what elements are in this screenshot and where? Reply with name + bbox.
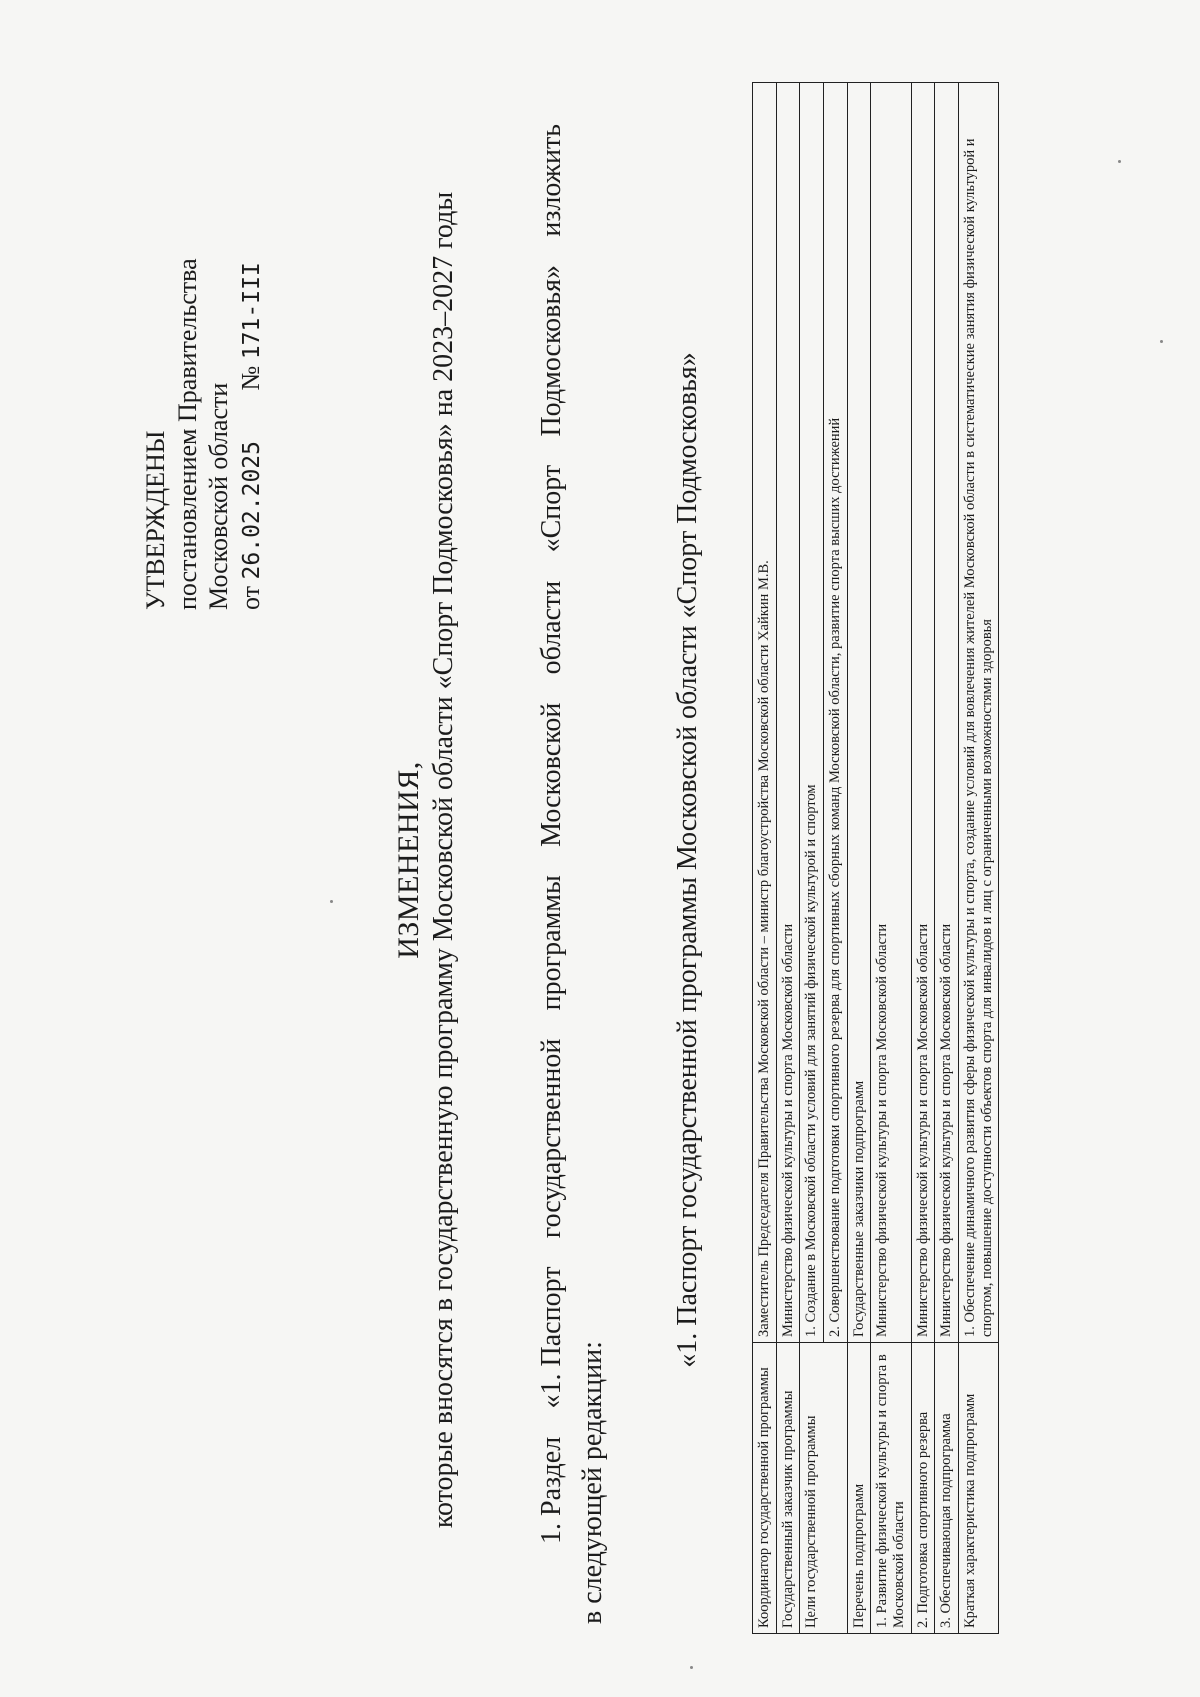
- paragraph-word: Московской: [536, 702, 567, 847]
- row-value: 2. Совершенствование подготовки спортивного резерва для спортивных сборных команд Московской области, развитие спорта высших достижений: [824, 83, 848, 1343]
- paragraph-word: «1. Паспорт: [536, 1266, 567, 1409]
- row-value: Заместитель Председателя Правительства Московской области – министр благоустройства Московской области Хайкин М.В.: [753, 83, 777, 1343]
- document-title: [392, 60, 460, 1660]
- row-value: Министерство физической культуры и спорта Московской области: [935, 83, 959, 1343]
- title-main: ИЗМЕНЕНИЯ,: [392, 761, 425, 959]
- row-value: 1. Обеспечение динамичного развития сферы физической культуры и спорта, создание условий для вовлечения жителей Московской области в систематические занятия физической культурой и спортом, повышение доступности объектов спорта для инвалидов и лиц с ограниченными возможностями здоровья: [959, 83, 999, 1343]
- table-row: [871, 83, 911, 1634]
- scan-speck: [690, 1666, 693, 1669]
- number-prefix: №: [236, 365, 266, 391]
- paragraph-line-1: [532, 124, 573, 1624]
- table-row: [911, 83, 935, 1634]
- row-value: 1. Создание в Московской области условий для занятий физической культурой и спортом: [800, 83, 824, 1343]
- approval-heading: УТВЕРЖДЕНЫ: [141, 430, 170, 610]
- paragraph-line-2: в следующей редакции:: [576, 1341, 608, 1624]
- row-value: Государственные заказчики подпрограмм: [847, 83, 871, 1343]
- approval-date: 26.02.2025: [239, 440, 266, 580]
- approval-line-2: постановлением Правительства: [172, 258, 202, 610]
- paragraph-word: 1. Раздел: [536, 1436, 567, 1544]
- approval-stamp: [140, 258, 267, 610]
- table-row: [847, 83, 871, 1634]
- date-prefix: от: [236, 585, 266, 610]
- paragraph-word: Подмосковья»: [536, 264, 567, 437]
- approval-date-line: [235, 258, 267, 610]
- scan-speck: [1118, 160, 1121, 163]
- row-label: 2. Подготовка спортивного резерва: [911, 1343, 935, 1634]
- table-row: [753, 83, 777, 1634]
- table-row: [800, 83, 824, 1634]
- intro-paragraph: [532, 124, 613, 1624]
- row-value: Министерство физической культуры и спорта Московской области: [871, 83, 911, 1343]
- table-row: [776, 83, 800, 1634]
- paragraph-word: государственной: [536, 1038, 567, 1239]
- approval-line-3: Московской области: [204, 382, 234, 610]
- row-label: Координатор государственной программы: [753, 1343, 777, 1634]
- row-value: Министерство физической культуры и спорта Московской области: [776, 83, 800, 1343]
- row-label: Цели государственной программы: [800, 1343, 847, 1634]
- table-row: [935, 83, 959, 1634]
- title-sub: которые вносятся в государственную программу Московской области «Спорт Подмосковья» на 2023–2027 годы: [428, 191, 459, 1529]
- approval-number: 171-III: [239, 262, 266, 360]
- paragraph-word: области: [536, 580, 567, 675]
- row-label: 3. Обеспечивающая подпрограмма: [935, 1343, 959, 1634]
- paragraph-word: изложить: [536, 124, 567, 237]
- passport-title: «1. Паспорт государственной программы Московской области «Спорт Подмосковья»: [672, 352, 703, 1368]
- table-row: [959, 83, 999, 1634]
- row-value: Министерство физической культуры и спорта Московской области: [911, 83, 935, 1343]
- scan-speck: [1160, 340, 1163, 343]
- passport-table: [752, 82, 999, 1634]
- paragraph-word: «Спорт: [536, 464, 567, 553]
- rotated-document-page: [62, 60, 1172, 1660]
- row-label: Перечень подпрограмм: [847, 1343, 871, 1634]
- scan-speck: [330, 900, 333, 903]
- row-label: Краткая характеристика подпрограмм: [959, 1343, 999, 1634]
- row-label: 1. Развитие физической культуры и спорта в Московской области: [871, 1343, 911, 1634]
- row-label: Государственный заказчик программы: [776, 1343, 800, 1634]
- paragraph-word: программы: [536, 875, 567, 1011]
